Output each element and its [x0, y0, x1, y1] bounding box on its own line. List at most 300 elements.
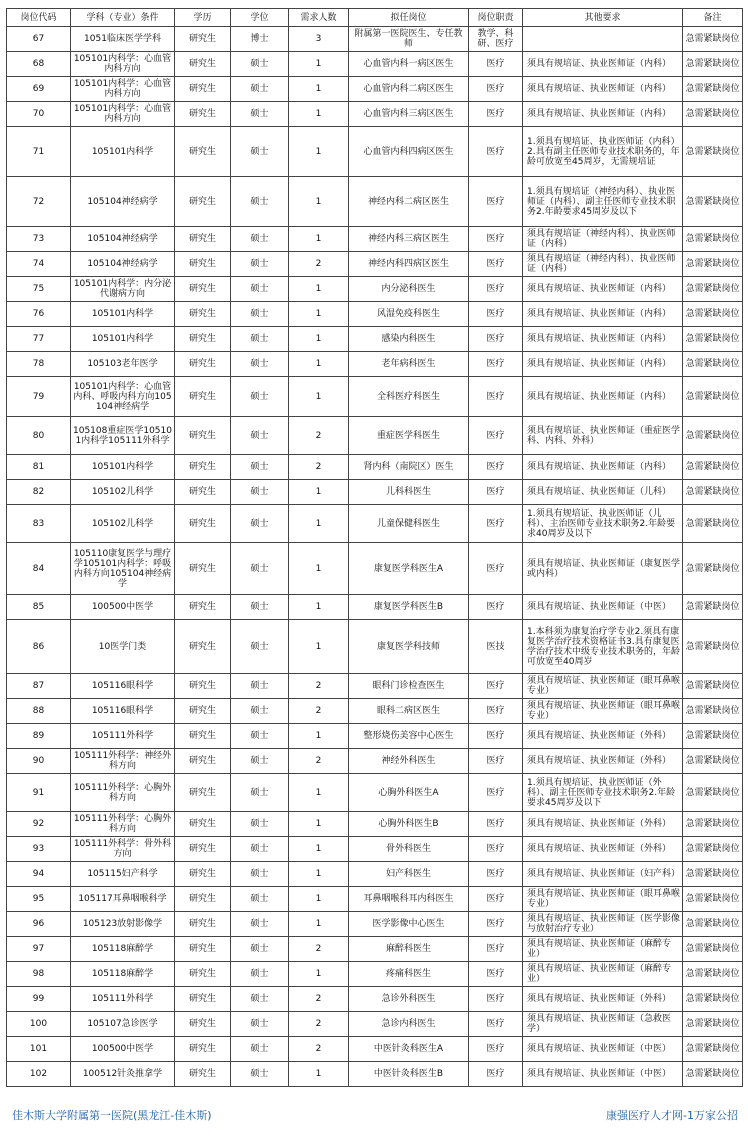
cell-code: 67 — [7, 27, 71, 52]
cell-other-requirements: 须具有规培证、执业医师证（外科） — [523, 724, 683, 749]
cell-count: 2 — [289, 1012, 349, 1037]
cell-education: 研究生 — [175, 1062, 231, 1087]
cell-note: 急需紧缺岗位 — [683, 749, 743, 774]
cell-post: 康复医学科医生A — [349, 543, 469, 595]
cell-education: 研究生 — [175, 377, 231, 417]
cell-post: 妇产科医生 — [349, 862, 469, 887]
cell-duty: 医疗 — [469, 1062, 523, 1087]
cell-education: 研究生 — [175, 887, 231, 912]
cell-count: 1 — [289, 302, 349, 327]
cell-post: 心血管内科二病区医生 — [349, 77, 469, 102]
cell-post: 儿科科医生 — [349, 480, 469, 505]
table-row — [7, 1037, 743, 1062]
cell-degree: 硕士 — [231, 102, 289, 127]
cell-post: 耳鼻咽喉科耳内科医生 — [349, 887, 469, 912]
header-major: 学科（专业）条件 — [71, 9, 175, 27]
cell-degree: 硕士 — [231, 620, 289, 674]
cell-degree: 硕士 — [231, 327, 289, 352]
cell-note: 急需紧缺岗位 — [683, 812, 743, 837]
cell-major: 105123放射影像学 — [71, 912, 175, 937]
cell-post: 整形烧伤美容中心医生 — [349, 724, 469, 749]
cell-count: 1 — [289, 724, 349, 749]
cell-note: 急需紧缺岗位 — [683, 177, 743, 227]
table-row — [7, 987, 743, 1012]
cell-major: 105108重症医学105101内科学105111外科学 — [71, 417, 175, 455]
cell-duty: 医疗 — [469, 327, 523, 352]
cell-other-requirements: 须具有规培证、执业医师证（内科） — [523, 302, 683, 327]
header-other-requirements: 其他要求 — [523, 9, 683, 27]
cell-count: 1 — [289, 505, 349, 543]
cell-degree: 硕士 — [231, 277, 289, 302]
cell-code: 76 — [7, 302, 71, 327]
cell-code: 83 — [7, 505, 71, 543]
table-row — [7, 227, 743, 252]
table-row — [7, 620, 743, 674]
cell-note: 急需紧缺岗位 — [683, 52, 743, 77]
cell-duty: 医疗 — [469, 127, 523, 177]
cell-note: 急需紧缺岗位 — [683, 987, 743, 1012]
cell-note: 急需紧缺岗位 — [683, 102, 743, 127]
cell-post: 神经内科二病区医生 — [349, 177, 469, 227]
cell-post: 中医针灸科医生A — [349, 1037, 469, 1062]
cell-education: 研究生 — [175, 505, 231, 543]
cell-post: 疼痛科医生 — [349, 962, 469, 987]
cell-duty: 医疗 — [469, 227, 523, 252]
cell-post: 医学影像中心医生 — [349, 912, 469, 937]
cell-post: 急诊内科医生 — [349, 1012, 469, 1037]
cell-note: 急需紧缺岗位 — [683, 837, 743, 862]
cell-other-requirements: 须具有规培证、执业医师证（重症医学科、内科、外科） — [523, 417, 683, 455]
cell-note: 急需紧缺岗位 — [683, 674, 743, 699]
cell-major: 1051临床医学学科 — [71, 27, 175, 52]
cell-count: 2 — [289, 417, 349, 455]
cell-note: 急需紧缺岗位 — [683, 595, 743, 620]
cell-code: 84 — [7, 543, 71, 595]
cell-major: 105111外科学：骨外科方向 — [71, 837, 175, 862]
cell-major: 105101内科学：心血管内科方向 — [71, 102, 175, 127]
cell-post: 神经内科三病区医生 — [349, 227, 469, 252]
cell-education: 研究生 — [175, 77, 231, 102]
cell-note: 急需紧缺岗位 — [683, 455, 743, 480]
cell-degree: 硕士 — [231, 252, 289, 277]
cell-major: 105107急诊医学 — [71, 1012, 175, 1037]
table-row — [7, 543, 743, 595]
cell-post: 心血管内科四病区医生 — [349, 127, 469, 177]
cell-count: 1 — [289, 812, 349, 837]
cell-education: 研究生 — [175, 480, 231, 505]
cell-degree: 硕士 — [231, 1062, 289, 1087]
cell-duty: 医疗 — [469, 887, 523, 912]
cell-major: 105111外科学：神经外科方向 — [71, 749, 175, 774]
cell-other-requirements: 须具有规培证、执业医师证（外科） — [523, 987, 683, 1012]
cell-education: 研究生 — [175, 837, 231, 862]
cell-note: 急需紧缺岗位 — [683, 480, 743, 505]
cell-count: 1 — [289, 962, 349, 987]
cell-code: 85 — [7, 595, 71, 620]
cell-education: 研究生 — [175, 812, 231, 837]
cell-major: 105111外科学 — [71, 987, 175, 1012]
recruitment-table — [6, 8, 743, 1087]
cell-other-requirements: 须具有规培证、执业医师证（眼耳鼻喉专业） — [523, 699, 683, 724]
cell-note: 急需紧缺岗位 — [683, 377, 743, 417]
cell-major: 105104神经病学 — [71, 227, 175, 252]
cell-other-requirements: 须具有规培证、执业医师证（内科） — [523, 455, 683, 480]
cell-education: 研究生 — [175, 417, 231, 455]
header-post: 拟任岗位 — [349, 9, 469, 27]
cell-note: 急需紧缺岗位 — [683, 505, 743, 543]
table-row — [7, 27, 743, 52]
cell-degree: 硕士 — [231, 127, 289, 177]
cell-education: 研究生 — [175, 102, 231, 127]
cell-code: 82 — [7, 480, 71, 505]
cell-degree: 硕士 — [231, 480, 289, 505]
cell-code: 99 — [7, 987, 71, 1012]
cell-count: 1 — [289, 1062, 349, 1087]
cell-education: 研究生 — [175, 962, 231, 987]
cell-major: 105104神经病学 — [71, 252, 175, 277]
cell-other-requirements: 须具有规培证、执业医师证（内科） — [523, 277, 683, 302]
cell-note: 急需紧缺岗位 — [683, 252, 743, 277]
header-code: 岗位代码 — [7, 9, 71, 27]
cell-other-requirements: 须具有规培证、执业医师证（内科） — [523, 377, 683, 417]
cell-note: 急需紧缺岗位 — [683, 1037, 743, 1062]
cell-major: 100500中医学 — [71, 595, 175, 620]
cell-duty: 医疗 — [469, 352, 523, 377]
cell-degree: 硕士 — [231, 505, 289, 543]
cell-education: 研究生 — [175, 937, 231, 962]
cell-major: 100512针灸推拿学 — [71, 1062, 175, 1087]
cell-major: 105118麻醉学 — [71, 937, 175, 962]
cell-duty: 教学、科研、医疗 — [469, 27, 523, 52]
table-row — [7, 277, 743, 302]
cell-other-requirements: 须具有规培证、执业医师证（内科） — [523, 352, 683, 377]
footer-left-caption: 佳木斯大学附属第一医院(黑龙江-佳木斯) — [12, 1109, 212, 1122]
cell-count: 1 — [289, 595, 349, 620]
cell-note: 急需紧缺岗位 — [683, 724, 743, 749]
table-row — [7, 377, 743, 417]
cell-duty: 医疗 — [469, 774, 523, 812]
cell-degree: 硕士 — [231, 774, 289, 812]
cell-note: 急需紧缺岗位 — [683, 620, 743, 674]
cell-code: 100 — [7, 1012, 71, 1037]
cell-other-requirements: 须具有规培证、执业医师证（内科） — [523, 327, 683, 352]
cell-education: 研究生 — [175, 302, 231, 327]
cell-post: 儿童保健科医生 — [349, 505, 469, 543]
cell-count: 1 — [289, 277, 349, 302]
cell-major: 105102儿科学 — [71, 480, 175, 505]
header-duty: 岗位职责 — [469, 9, 523, 27]
table-row — [7, 862, 743, 887]
cell-code: 79 — [7, 377, 71, 417]
cell-count: 1 — [289, 887, 349, 912]
cell-duty: 医疗 — [469, 837, 523, 862]
cell-major: 105101内科学：心血管内科方向 — [71, 77, 175, 102]
table-row — [7, 887, 743, 912]
cell-count: 1 — [289, 352, 349, 377]
cell-education: 研究生 — [175, 987, 231, 1012]
cell-post: 附属第一医院医生、专任教师 — [349, 27, 469, 52]
cell-note: 急需紧缺岗位 — [683, 1062, 743, 1087]
cell-post: 神经内科四病区医生 — [349, 252, 469, 277]
cell-degree: 硕士 — [231, 227, 289, 252]
cell-education: 研究生 — [175, 543, 231, 595]
cell-count: 1 — [289, 837, 349, 862]
table-row — [7, 937, 743, 962]
cell-post: 眼科二病区医生 — [349, 699, 469, 724]
cell-other-requirements: 1.本科须为康复治疗学专业2.须具有康复医学治疗技术资格证书3.具有康复医学治疗技术中级专业技术职务的，年龄可放宽至40周岁 — [523, 620, 683, 674]
cell-note: 急需紧缺岗位 — [683, 227, 743, 252]
table-row — [7, 252, 743, 277]
table-row — [7, 302, 743, 327]
cell-education: 研究生 — [175, 774, 231, 812]
cell-count: 1 — [289, 912, 349, 937]
table-row — [7, 812, 743, 837]
cell-education: 研究生 — [175, 749, 231, 774]
cell-education: 研究生 — [175, 52, 231, 77]
cell-count: 1 — [289, 177, 349, 227]
cell-education: 研究生 — [175, 277, 231, 302]
cell-note: 急需紧缺岗位 — [683, 962, 743, 987]
cell-other-requirements: 1.须具有规培证、执业医师证（外科）、副主任医师专业技术职务2.年龄要求45周岁及以下 — [523, 774, 683, 812]
header-education: 学历 — [175, 9, 231, 27]
cell-other-requirements: 须具有规培证、执业医师证（内科） — [523, 77, 683, 102]
table-row — [7, 127, 743, 177]
cell-other-requirements: 须具有规培证、执业医师证（外科） — [523, 749, 683, 774]
table-header-row — [7, 9, 743, 27]
cell-education: 研究生 — [175, 352, 231, 377]
cell-degree: 硕士 — [231, 862, 289, 887]
table-row — [7, 962, 743, 987]
cell-post: 中医针灸科医生B — [349, 1062, 469, 1087]
cell-degree: 硕士 — [231, 837, 289, 862]
cell-major: 105103老年医学 — [71, 352, 175, 377]
table-row — [7, 480, 743, 505]
cell-education: 研究生 — [175, 699, 231, 724]
cell-degree: 硕士 — [231, 887, 289, 912]
table-row — [7, 52, 743, 77]
cell-note: 急需紧缺岗位 — [683, 27, 743, 52]
cell-code: 102 — [7, 1062, 71, 1087]
cell-duty: 医疗 — [469, 962, 523, 987]
cell-degree: 硕士 — [231, 302, 289, 327]
cell-degree: 硕士 — [231, 987, 289, 1012]
cell-duty: 医疗 — [469, 177, 523, 227]
cell-count: 2 — [289, 699, 349, 724]
cell-count: 2 — [289, 455, 349, 480]
cell-note: 急需紧缺岗位 — [683, 127, 743, 177]
table-row — [7, 1012, 743, 1037]
cell-duty: 医疗 — [469, 417, 523, 455]
cell-code: 88 — [7, 699, 71, 724]
table-row — [7, 1062, 743, 1087]
cell-code: 86 — [7, 620, 71, 674]
cell-other-requirements: 须具有规培证、执业医师证（外科） — [523, 837, 683, 862]
cell-post: 感染内科医生 — [349, 327, 469, 352]
table-row — [7, 674, 743, 699]
cell-duty: 医疗 — [469, 302, 523, 327]
page-footer — [0, 1103, 748, 1125]
cell-duty: 医疗 — [469, 749, 523, 774]
cell-major: 105115妇产科学 — [71, 862, 175, 887]
table-row — [7, 505, 743, 543]
cell-post: 风湿免疫科医生 — [349, 302, 469, 327]
cell-degree: 硕士 — [231, 417, 289, 455]
cell-duty: 医疗 — [469, 595, 523, 620]
cell-other-requirements: 须具有规培证、执业医师证（康复医学或内科） — [523, 543, 683, 595]
cell-duty: 医疗 — [469, 505, 523, 543]
cell-code: 98 — [7, 962, 71, 987]
cell-note: 急需紧缺岗位 — [683, 352, 743, 377]
cell-count: 2 — [289, 674, 349, 699]
cell-major: 105116眼科学 — [71, 699, 175, 724]
cell-major: 105118麻醉学 — [71, 962, 175, 987]
cell-major: 105111外科学：心胸外科方向 — [71, 774, 175, 812]
cell-major: 105101内科学：心血管内科方向 — [71, 52, 175, 77]
cell-other-requirements — [523, 27, 683, 52]
cell-duty: 医疗 — [469, 862, 523, 887]
cell-other-requirements: 须具有规培证、执业医师证（儿科） — [523, 480, 683, 505]
cell-code: 94 — [7, 862, 71, 887]
table-row — [7, 912, 743, 937]
cell-code: 87 — [7, 674, 71, 699]
table-row — [7, 77, 743, 102]
header-note: 备注 — [683, 9, 743, 27]
cell-note: 急需紧缺岗位 — [683, 1012, 743, 1037]
table-row — [7, 417, 743, 455]
table-row — [7, 455, 743, 480]
cell-code: 69 — [7, 77, 71, 102]
cell-code: 73 — [7, 227, 71, 252]
cell-other-requirements: 须具有规培证、执业医师证（中医） — [523, 595, 683, 620]
cell-post: 康复医学科技师 — [349, 620, 469, 674]
cell-post: 眼科门诊检查医生 — [349, 674, 469, 699]
table-row — [7, 595, 743, 620]
cell-duty: 医疗 — [469, 987, 523, 1012]
cell-post: 老年病科医生 — [349, 352, 469, 377]
cell-duty: 医技 — [469, 620, 523, 674]
cell-other-requirements: 须具有规培证（神经内科）、执业医师证（内科） — [523, 252, 683, 277]
cell-education: 研究生 — [175, 912, 231, 937]
cell-degree: 硕士 — [231, 937, 289, 962]
cell-post: 心胸外科医生A — [349, 774, 469, 812]
cell-post: 心胸外科医生B — [349, 812, 469, 837]
cell-count: 1 — [289, 480, 349, 505]
cell-duty: 医疗 — [469, 480, 523, 505]
cell-count: 1 — [289, 377, 349, 417]
cell-note: 急需紧缺岗位 — [683, 937, 743, 962]
cell-count: 1 — [289, 102, 349, 127]
cell-note: 急需紧缺岗位 — [683, 417, 743, 455]
cell-count: 2 — [289, 987, 349, 1012]
header-degree: 学位 — [231, 9, 289, 27]
cell-degree: 硕士 — [231, 962, 289, 987]
table-row — [7, 177, 743, 227]
cell-other-requirements: 须具有规培证、执业医师证（内科） — [523, 52, 683, 77]
cell-code: 95 — [7, 887, 71, 912]
cell-post: 神经外科医生 — [349, 749, 469, 774]
cell-duty: 医疗 — [469, 699, 523, 724]
cell-post: 急诊外科医生 — [349, 987, 469, 1012]
cell-code: 97 — [7, 937, 71, 962]
cell-major: 105101内科学 — [71, 302, 175, 327]
cell-education: 研究生 — [175, 227, 231, 252]
cell-education: 研究生 — [175, 327, 231, 352]
cell-note: 急需紧缺岗位 — [683, 774, 743, 812]
cell-degree: 硕士 — [231, 749, 289, 774]
cell-count: 2 — [289, 252, 349, 277]
cell-duty: 医疗 — [469, 724, 523, 749]
cell-post: 心血管内科一病区医生 — [349, 52, 469, 77]
cell-major: 105117耳鼻咽喉科学 — [71, 887, 175, 912]
cell-code: 101 — [7, 1037, 71, 1062]
cell-duty: 医疗 — [469, 912, 523, 937]
cell-other-requirements: 须具有规培证、执业医师证（麻醉专业） — [523, 937, 683, 962]
cell-code: 72 — [7, 177, 71, 227]
cell-code: 75 — [7, 277, 71, 302]
table-row — [7, 774, 743, 812]
cell-degree: 硕士 — [231, 1037, 289, 1062]
cell-note: 急需紧缺岗位 — [683, 327, 743, 352]
cell-major: 100500中医学 — [71, 1037, 175, 1062]
cell-code: 78 — [7, 352, 71, 377]
cell-education: 研究生 — [175, 177, 231, 227]
cell-note: 急需紧缺岗位 — [683, 77, 743, 102]
table-row — [7, 749, 743, 774]
cell-count: 1 — [289, 52, 349, 77]
cell-degree: 硕士 — [231, 595, 289, 620]
cell-degree: 硕士 — [231, 377, 289, 417]
cell-count: 2 — [289, 937, 349, 962]
cell-education: 研究生 — [175, 27, 231, 52]
cell-major: 105101内科学 — [71, 455, 175, 480]
table-row — [7, 699, 743, 724]
cell-major: 10医学门类 — [71, 620, 175, 674]
cell-other-requirements: 须具有规培证、执业医师证（外科） — [523, 812, 683, 837]
table-row — [7, 724, 743, 749]
table-row — [7, 327, 743, 352]
cell-major: 105101内科学 — [71, 127, 175, 177]
cell-code: 80 — [7, 417, 71, 455]
cell-major: 105102儿科学 — [71, 505, 175, 543]
cell-other-requirements: 须具有规培证、执业医师证（急救医学） — [523, 1012, 683, 1037]
cell-other-requirements: 须具有规培证、执业医师证（麻醉专业） — [523, 962, 683, 987]
cell-other-requirements: 须具有规培证、执业医师证（妇产科） — [523, 862, 683, 887]
cell-code: 92 — [7, 812, 71, 837]
cell-code: 90 — [7, 749, 71, 774]
cell-other-requirements: 须具有规培证、执业医师证（内科） — [523, 102, 683, 127]
cell-note: 急需紧缺岗位 — [683, 302, 743, 327]
cell-code: 96 — [7, 912, 71, 937]
cell-code: 81 — [7, 455, 71, 480]
cell-post: 麻醉科医生 — [349, 937, 469, 962]
cell-major: 105111外科学：心胸外科方向 — [71, 812, 175, 837]
cell-duty: 医疗 — [469, 77, 523, 102]
table-row — [7, 352, 743, 377]
cell-duty: 医疗 — [469, 937, 523, 962]
cell-other-requirements: 须具有规培证（神经内科）、执业医师证（内科） — [523, 227, 683, 252]
cell-duty: 医疗 — [469, 252, 523, 277]
cell-degree: 硕士 — [231, 352, 289, 377]
cell-post: 内分泌科医生 — [349, 277, 469, 302]
cell-post: 心血管内科三病区医生 — [349, 102, 469, 127]
cell-count: 2 — [289, 1037, 349, 1062]
cell-education: 研究生 — [175, 674, 231, 699]
cell-education: 研究生 — [175, 595, 231, 620]
cell-count: 1 — [289, 862, 349, 887]
cell-other-requirements: 须具有规培证、执业医师证（眼耳鼻喉专业） — [523, 674, 683, 699]
cell-code: 89 — [7, 724, 71, 749]
cell-major: 105104神经病学 — [71, 177, 175, 227]
